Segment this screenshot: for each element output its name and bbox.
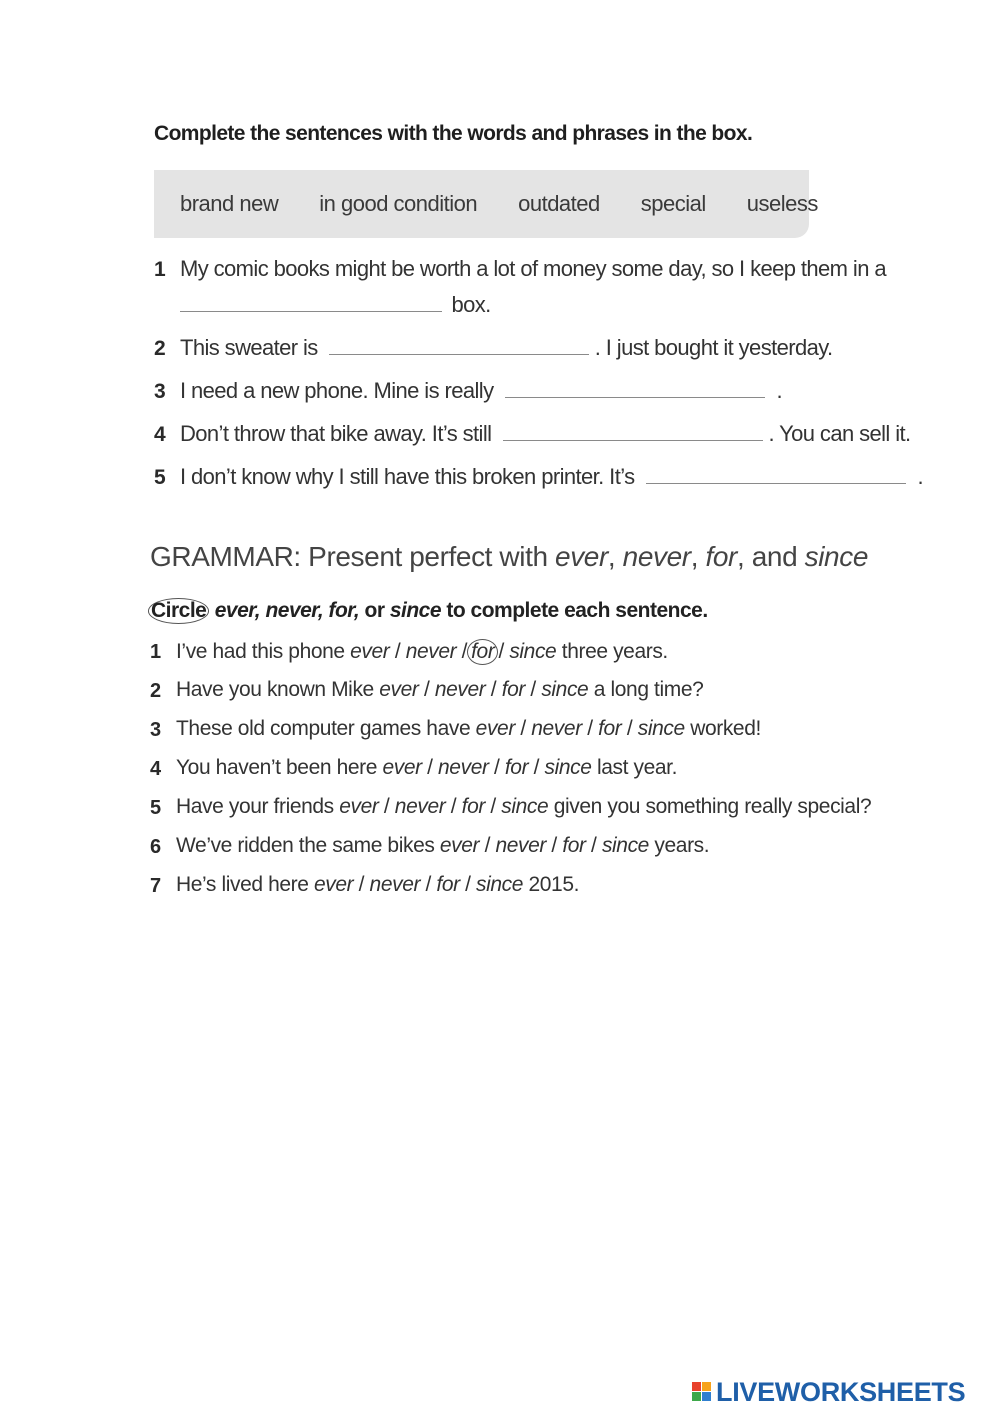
option-since[interactable]: since bbox=[544, 756, 592, 779]
answer-blank[interactable] bbox=[180, 293, 442, 312]
grammar-item-after: a long time? bbox=[593, 678, 704, 701]
grammar-title-prefix: GRAMMAR: Present perfect with bbox=[150, 541, 556, 572]
grammar-item-number: 1 bbox=[150, 641, 162, 663]
vocab-item-text bbox=[180, 378, 782, 404]
option-ever[interactable]: ever bbox=[350, 640, 390, 663]
option-never[interactable]: never bbox=[531, 717, 582, 740]
grammar-item-number: 2 bbox=[150, 680, 162, 702]
option-ever[interactable]: ever bbox=[439, 834, 480, 857]
instr-options: ever, never, for, bbox=[214, 599, 360, 622]
grammar-item: We’ve ridden the same bikes ever / never / for / since years. bbox=[176, 834, 710, 857]
grammar-item-before: We’ve ridden the same bikes bbox=[176, 834, 435, 857]
option-since[interactable]: since bbox=[476, 873, 524, 896]
vocab-item-line2 bbox=[180, 292, 491, 318]
option-since[interactable]: since bbox=[501, 795, 549, 818]
grammar-item-before: He’s lived here bbox=[176, 873, 309, 896]
grammar-item-before: Have your friends bbox=[176, 795, 334, 818]
vocab-item-text bbox=[180, 464, 923, 490]
option-since[interactable]: since bbox=[637, 717, 685, 740]
grammar-item-after: three years. bbox=[561, 640, 668, 663]
option-never[interactable]: never bbox=[438, 756, 489, 779]
grammar-item-after: given you something really special? bbox=[553, 795, 872, 818]
grammar-item: These old computer games have ever / never / for / since worked! bbox=[176, 717, 761, 740]
word-in-good-condition: in good condition bbox=[319, 191, 478, 216]
grammar-item-number: 3 bbox=[150, 719, 162, 741]
logo-text: LIVEWORKSHEETS bbox=[716, 1376, 966, 1407]
vocab-instruction: Complete the sentences with the words and phrases in the box. bbox=[154, 122, 753, 145]
word-brand-new: brand new bbox=[180, 191, 279, 216]
vocab-item-number: 5 bbox=[154, 466, 166, 489]
grammar-item-number: 6 bbox=[150, 836, 162, 858]
grammar-item: I’ve had this phone ever / never / for / since three years. bbox=[176, 640, 668, 663]
option-ever[interactable]: ever bbox=[379, 678, 419, 701]
grammar-title-ever: ever bbox=[555, 541, 608, 572]
grammar-item: You haven’t been here ever / never / for / since last year. bbox=[176, 756, 678, 779]
option-for[interactable]: for bbox=[501, 678, 525, 701]
vocab-item-after: . You can sell it. bbox=[768, 421, 911, 446]
grammar-item-after: 2015. bbox=[528, 873, 580, 896]
grammar-title-since: since bbox=[804, 541, 869, 572]
option-for[interactable]: for bbox=[504, 756, 529, 779]
circle-word: Circle bbox=[148, 598, 209, 624]
vocab-item-before: I need a new phone. Mine is really bbox=[180, 378, 494, 403]
word-box bbox=[154, 170, 818, 238]
word-special: special bbox=[640, 191, 706, 216]
vocab-item-text: My comic books might be worth a lot of money some day, so I keep them in a bbox=[180, 256, 886, 281]
word-outdated: outdated bbox=[518, 191, 600, 216]
option-never[interactable]: never bbox=[434, 678, 486, 701]
vocab-item-text bbox=[180, 421, 911, 447]
option-for[interactable]: for bbox=[598, 717, 622, 740]
vocab-item-number: 3 bbox=[154, 380, 166, 403]
grammar-item-number: 7 bbox=[150, 875, 162, 897]
vocab-item-after: . bbox=[917, 464, 924, 489]
grammar-item: He’s lived here ever / never / for / since 2015. bbox=[176, 873, 580, 896]
vocab-item-text bbox=[180, 335, 833, 361]
vocab-item-after: box. bbox=[451, 292, 491, 317]
grammar-item-before: These old computer games have bbox=[176, 717, 471, 740]
grammar-item-number: 5 bbox=[150, 797, 162, 819]
option-for-circled[interactable]: for bbox=[467, 639, 498, 665]
option-since[interactable]: since bbox=[541, 678, 589, 701]
vocab-item-before: Don’t throw that bike away. It’s still bbox=[180, 421, 492, 446]
vocab-item-number: 1 bbox=[154, 258, 166, 281]
option-since[interactable]: since bbox=[509, 640, 557, 663]
vocab-item-after: . I just bought it yesterday. bbox=[594, 335, 833, 360]
grammar-instruction bbox=[148, 598, 708, 624]
instr-since: since bbox=[389, 599, 442, 622]
logo-square-green bbox=[692, 1392, 701, 1401]
grammar-title: GRAMMAR: Present perfect with ever, never, for, and since bbox=[150, 541, 869, 572]
word-useless: useless bbox=[746, 191, 818, 216]
option-ever[interactable]: ever bbox=[475, 717, 515, 740]
grammar-item-number: 4 bbox=[150, 758, 162, 780]
option-for[interactable]: for bbox=[436, 873, 460, 896]
logo-square-orange bbox=[702, 1382, 711, 1391]
answer-blank[interactable] bbox=[503, 422, 763, 441]
grammar-item: Have you known Mike ever / never / for / since a long time? bbox=[176, 678, 704, 701]
option-never[interactable]: never bbox=[394, 795, 446, 818]
liveworksheets-logo-icon bbox=[692, 1382, 712, 1402]
grammar-item-after: worked! bbox=[690, 717, 761, 740]
vocab-item-after: . bbox=[776, 378, 783, 403]
answer-blank[interactable] bbox=[505, 379, 765, 398]
grammar-item-after: years. bbox=[654, 834, 710, 857]
grammar-title-for: for bbox=[705, 541, 737, 572]
logo-square-red bbox=[692, 1382, 701, 1391]
grammar-item-before: You haven’t been here bbox=[176, 756, 378, 779]
vocab-item-before: This sweater is bbox=[180, 335, 318, 360]
vocab-item-number: 2 bbox=[154, 337, 166, 360]
answer-blank[interactable] bbox=[329, 336, 589, 355]
answer-blank[interactable] bbox=[646, 465, 906, 484]
option-ever[interactable]: ever bbox=[339, 795, 379, 818]
grammar-item: Have your friends ever / never / for / since given you something really special? bbox=[176, 795, 872, 818]
grammar-item-after: last year. bbox=[596, 756, 678, 779]
option-never[interactable]: never bbox=[405, 640, 457, 663]
liveworksheets-logo bbox=[692, 1377, 965, 1407]
grammar-item-before: I’ve had this phone bbox=[176, 640, 345, 663]
option-never[interactable]: never bbox=[369, 873, 421, 896]
grammar-title-and: and bbox=[751, 541, 798, 572]
option-for[interactable]: for bbox=[461, 795, 485, 818]
instr-rest: to complete each sentence. bbox=[446, 599, 708, 622]
vocab-item-before: I don’t know why I still have this broken printer. It’s bbox=[180, 464, 635, 489]
option-ever[interactable]: ever bbox=[313, 873, 354, 896]
grammar-title-never: never bbox=[622, 541, 691, 572]
option-ever[interactable]: ever bbox=[382, 756, 422, 779]
logo-square-blue bbox=[702, 1392, 711, 1401]
option-never[interactable]: never bbox=[495, 834, 546, 857]
option-for[interactable]: for bbox=[562, 834, 586, 857]
grammar-item-before: Have you known Mike bbox=[176, 678, 374, 701]
instr-or: or bbox=[364, 599, 385, 622]
vocab-item-number: 4 bbox=[154, 423, 166, 446]
option-since[interactable]: since bbox=[601, 834, 649, 857]
